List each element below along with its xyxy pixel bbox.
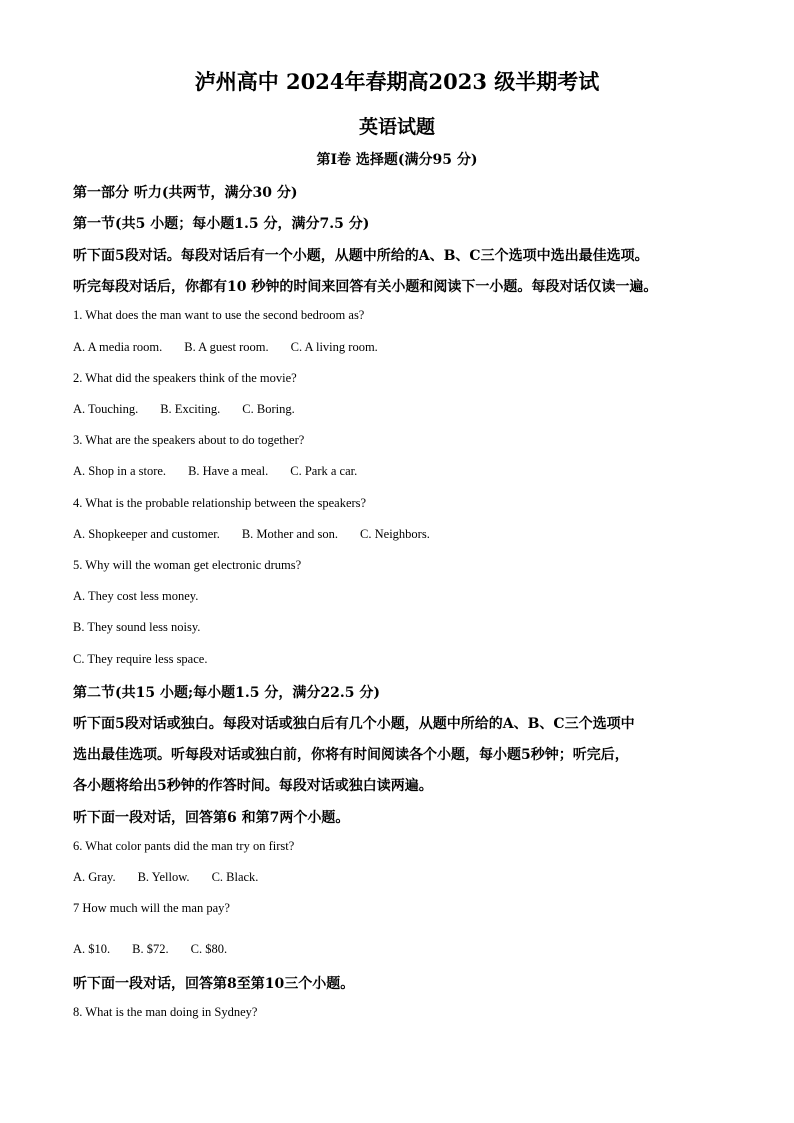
section2-instruction-line2: 选出最佳选项。听每段对话或独白前，你将有时间阅读各个小题，每小题5秒钟；听完后， [73,747,629,763]
group2-instruction: 听下面一段对话，回答第8至第10三个小题。 [73,976,355,992]
q1-stem: 1. What does the man want to use the second bedroom as? [73,308,365,322]
q2-option-c: C. Boring. [242,402,295,416]
q2-option-b: B. Exciting. [160,402,221,416]
q7-options [73,942,227,957]
q6-option-a: A. Gray. [73,870,116,884]
subject-title: 英语试题 [358,116,435,138]
q6-option-b: B. Yellow. [137,870,190,884]
volume-title: 第Ⅰ卷 选择题(满分95 分) [316,152,478,168]
q5-option-a: A. They cost less money. [73,589,199,603]
section2-heading: 第二节(共15 小题;每小题1.5 分，满分22.5 分) [73,685,380,701]
q4-option-c: C. Neighbors. [360,527,430,541]
q7-stem: 7 How much will the man pay? [73,901,230,915]
q3-option-c: C. Park a car. [290,464,358,478]
q4-options [73,527,430,542]
q5-option-b: B. They sound less noisy. [73,620,201,634]
q1-option-a: A. A media room. [73,340,163,354]
section2-instruction-line1: 听下面5段对话或独白。每段对话或独白后有几个小题，从题中所给的A、B、C三个选项中 [73,716,635,732]
part1-heading: 第一部分 听力(共两节，满分30 分) [73,185,298,201]
q7-option-b: B. $72. [132,942,169,956]
q3-stem: 3. What are the speakers about to do together? [73,433,305,447]
q3-option-b: B. Have a meal. [188,464,269,478]
q5-option-c: C. They require less space. [73,652,208,666]
section1-instruction-line2: 听完每段对话后，你都有10 秒钟的时间来回答有关小题和阅读下一小题。每段对话仅读一遍。 [73,279,658,295]
q6-option-c: C. Black. [211,870,259,884]
q7-option-a: A. $10. [73,942,111,956]
section1-heading: 第一节(共5 小题；每小题1.5 分，满分7.5 分) [73,216,370,232]
q1-options [73,340,378,355]
exam-title: 泸州高中 2024年春期高2023 级半期考试 [194,69,600,94]
q3-option-a: A. Shop in a store. [73,464,167,478]
group1-instruction: 听下面一段对话，回答第6 和第7两个小题。 [73,810,350,826]
q6-stem: 6. What color pants did the man try on first? [73,839,295,853]
q2-option-a: A. Touching. [73,402,139,416]
q1-option-c: C. A living room. [290,340,378,354]
q1-option-b: B. A guest room. [184,340,269,354]
q7-option-c: C. $80. [190,942,228,956]
q4-stem: 4. What is the probable relationship between the speakers? [73,496,367,510]
q6-options [73,870,258,885]
q8-stem: 8. What is the man doing in Sydney? [73,1005,258,1019]
q2-stem: 2. What did the speakers think of the movie? [73,371,297,385]
q3-options [73,464,357,479]
q4-option-a: A. Shopkeeper and customer. [73,527,220,541]
section1-instruction-line1: 听下面5段对话。每段对话后有一个小题，从题中所给的A、B、C三个选项中选出最佳选项。 [73,248,649,264]
section2-instruction-line3: 各小题将给出5秒钟的作答时间。每段对话或独白读两遍。 [73,778,433,794]
q4-option-b: B. Mother and son. [241,527,339,541]
q5-stem: 5. Why will the woman get electronic drums? [73,558,302,572]
q2-options [73,402,295,417]
